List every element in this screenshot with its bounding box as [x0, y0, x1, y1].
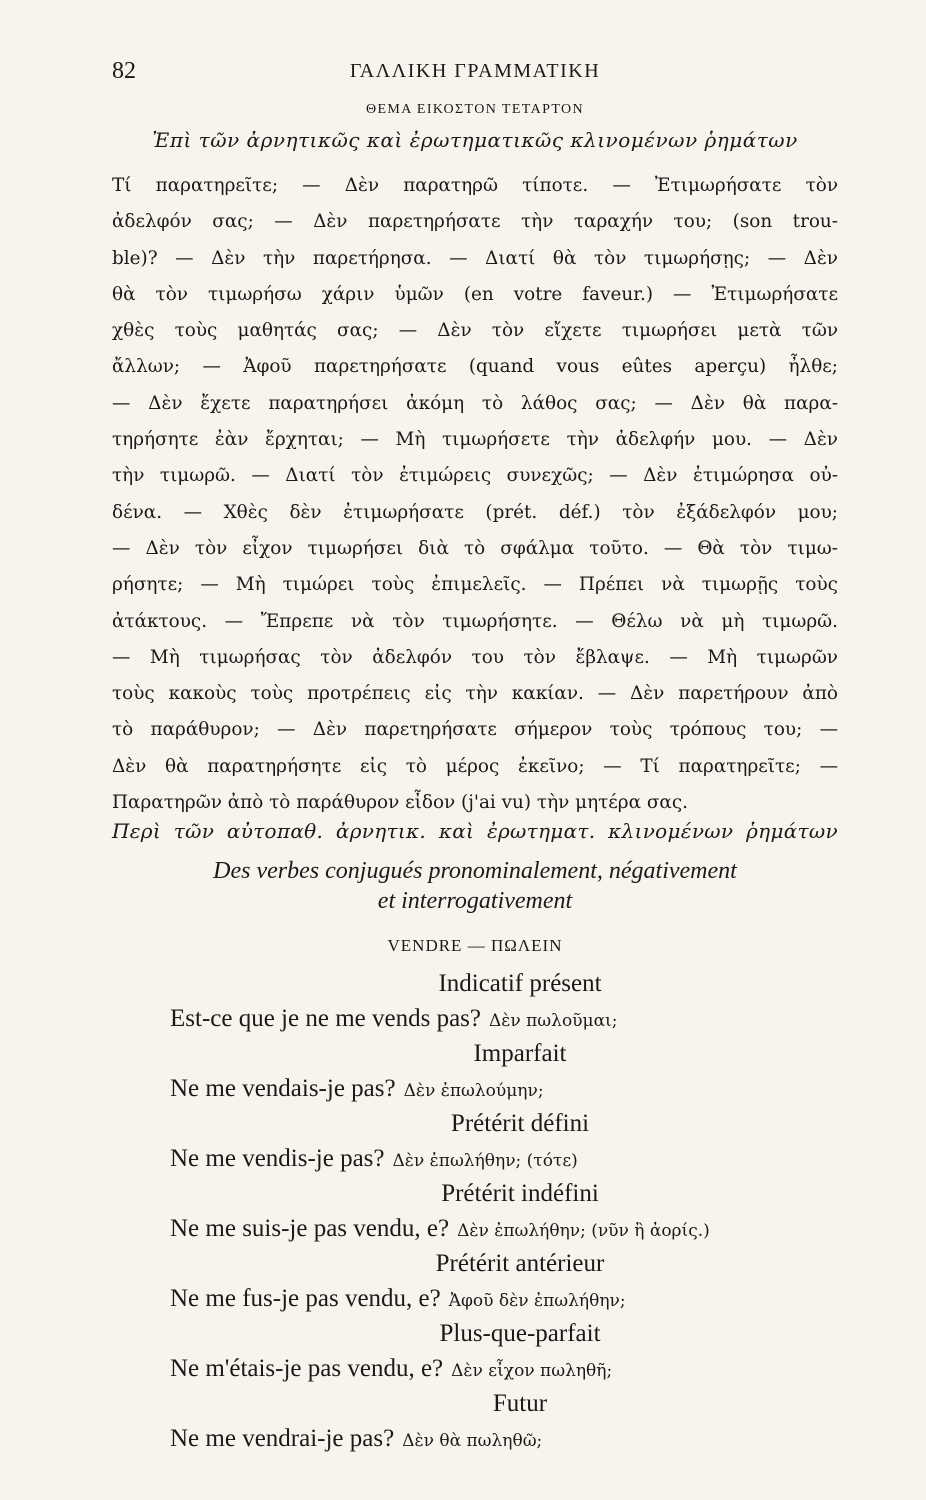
greek-form: Δὲν θὰ πωληθῶ;: [402, 1431, 543, 1451]
exercise-line: Τί παρατηρεῖτε; — Δὲν παρατηρῶ τίποτε. — Ἐτιμωρήσατε τὸν: [112, 175, 838, 196]
exercise-line: ἀτάκτους. — Ἔπρεπε νὰ τὸν τιμωρήσητε. — Θέλω νὰ μὴ τιμωρῶ.: [112, 610, 838, 632]
conjugation-form: [112, 1001, 838, 1036]
exercise-line: θὰ τὸν τιμωρήσω χάριν ὑμῶν (en votre faveur.) — Ἐτιμωρήσατε: [112, 283, 838, 305]
tense-label: Imparfait: [473, 1040, 567, 1067]
french-form: Ne me fus-je pas vendu, e?: [170, 1285, 441, 1312]
exercise-line: τὸ παράθυρον; — Δὲν παρετηρήσατε σήμερον τοὺς τρόπους του; —: [112, 719, 838, 741]
page-number: 82: [112, 58, 136, 84]
conjugation-form: [112, 1281, 838, 1316]
exercise-line: Παρατηρῶν ἀπὸ τὸ παράθυρον εἶδον (j'ai vu) τὴν μητέρα σας.: [112, 792, 689, 814]
greek-form: Δὲν πωλοῦμαι;: [489, 1011, 618, 1031]
running-title: ΓΑΛΛΙΚΗ ΓΡΑΜΜΑΤΙΚΗ: [349, 60, 601, 82]
exercise-line: Δὲν θὰ παρατηρήσητε εἰς τὸ μέρος ἐκεῖνο; — Τί παρατηρεῖτε; —: [112, 755, 838, 777]
exercise-line: τηρήσητε ἐὰν ἔρχηται; — Μὴ τιμωρήσετε τὴν ἀδελφήν μου. — Δὲν: [112, 429, 838, 451]
exercise-paragraph: [112, 168, 838, 821]
exercise-line: τὴν τιμωρῶ. — Διατί τὸν ἐτιμώρεις συνεχῶς; — Δὲν ἐτιμώρησα οὐ-: [112, 465, 838, 487]
greek-subheading: Περὶ τῶν αὐτοπαθ. ἀρνητικ. καὶ ἐρωτηματ. κλινομένων ῥημάτων: [112, 819, 838, 843]
french-form: Ne me vendis-je pas?: [170, 1145, 385, 1172]
greek-form: Ἀφοῦ δὲν ἐπωλήθην;: [448, 1291, 626, 1311]
conjugation-form: [112, 1421, 838, 1456]
greek-section-heading: Ἐπὶ τῶν ἀρνητικῶς καὶ ἐρωτηματικῶς κλινομένων ῥημάτων: [152, 128, 798, 152]
french-subheading-line2: et interrogativement: [377, 888, 573, 914]
theme-title: ΘΕΜΑ ΕΙΚΟΣΤΟΝ ΤΕΤΑΡΤΟΝ: [365, 102, 585, 117]
exercise-line: ἀδελφόν σας; — Δὲν παρετηρήσατε τὴν ταραχήν του; (son trou-: [112, 211, 838, 233]
greek-form: Δὲν ἐπωλήθην; (τότε): [392, 1151, 578, 1171]
tense-label: Prétérit défini: [450, 1110, 590, 1137]
tense-label: Plus-que-parfait: [439, 1320, 601, 1347]
french-form: Ne me vendrai-je pas?: [170, 1425, 395, 1452]
tense-label: Prétérit antérieur: [435, 1250, 605, 1277]
greek-form: Δὲν ἐπωλήθην; (νῦν ἢ ἀορίς.): [457, 1221, 710, 1241]
tense-label: Indicatif présent: [438, 970, 602, 997]
tense-label: Prétérit indéfini: [441, 1180, 599, 1207]
exercise-line: ρήσητε; — Μὴ τιμώρει τοὺς ἐπιμελεῖς. — Πρέπει νὰ τιμωρῇς τοὺς: [112, 574, 838, 596]
french-form: Ne me suis-je pas vendu, e?: [170, 1215, 450, 1242]
exercise-line: — Δὲν ἔχετε παρατηρήσει ἀκόμη τὸ λάθος σας; — Δὲν θὰ παρα-: [112, 392, 838, 414]
greek-form: Δὲν εἶχον πωληθῆ;: [451, 1361, 613, 1381]
conjugation-table: [112, 966, 838, 1456]
conjugation-form: [112, 1211, 838, 1246]
french-form: Ne me vendais-je pas?: [170, 1075, 396, 1102]
exercise-line: χθὲς τοὺς μαθητάς σας; — Δὲν τὸν εἴχετε τιμωρήσει μετὰ τῶν: [112, 320, 838, 342]
page-header: [112, 58, 838, 92]
tense-label: Futur: [492, 1390, 548, 1417]
exercise-line: ble)? — Δὲν τὴν παρετήρησα. — Διατί θὰ τὸν τιμωρήσῃς; — Δὲν: [112, 247, 838, 269]
greek-form: Δὲν ἐπωλούμην;: [403, 1081, 544, 1101]
exercise-line: ἄλλων; — Ἀφοῦ παρετηρήσατε (quand vous eûtes aperçu) ἦλθε;: [112, 356, 838, 378]
french-subheading-line1: Des verbes conjugués pronominalement, négativement: [213, 858, 737, 884]
exercise-line: δένα. — Χθὲς δὲν ἐτιμωρήσατε (prét. déf.) τὸν ἐξάδελφόν μου;: [112, 501, 838, 523]
exercise-line: — Δὲν τὸν εἶχον τιμωρήσει διὰ τὸ σφάλμα τοῦτο. — Θὰ τὸν τιμω-: [112, 537, 838, 559]
french-form: Ne m'étais-je pas vendu, e?: [170, 1355, 444, 1382]
exercise-line: τοὺς κακοὺς τοὺς προτρέπεις εἰς τὴν κακίαν. — Δὲν παρετήρουν ἀπὸ: [112, 683, 838, 705]
french-subheading: [112, 856, 838, 916]
french-form: Est-ce que je ne me vends pas?: [170, 1005, 481, 1032]
conjugation-form: [112, 1141, 838, 1176]
exercise-line: — Μὴ τιμωρήσας τὸν ἀδελφόν του τὸν ἔβλαψε. — Μὴ τιμωρῶν: [112, 646, 838, 668]
verb-title: VENDRE — ΠΩΛΕΙΝ: [387, 936, 563, 955]
conjugation-form: [112, 1071, 838, 1106]
conjugation-form: [112, 1351, 838, 1386]
